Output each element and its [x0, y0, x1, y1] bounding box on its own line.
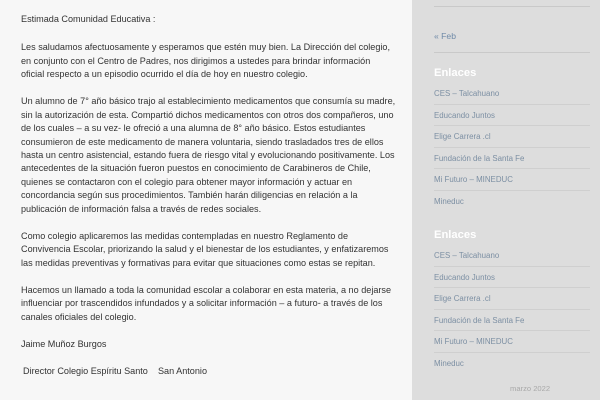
link-elige-carrera[interactable]: Elige Carrera .cl — [434, 294, 491, 303]
link-fundacion-santa-fe[interactable]: Fundación de la Santa Fe — [434, 153, 525, 163]
link-list — [434, 245, 590, 374]
link-educando-juntos[interactable]: Educando Juntos — [434, 110, 495, 120]
link-ces-talcahuano[interactable]: CES – Talcahuano — [434, 251, 500, 260]
links-widget-2 — [434, 228, 590, 374]
letter-paragraph-2: Un alumno de 7° año básico trajo al establecimiento medicamentos que consumía su madre, sin la autorización de esta. Compartió dichos medicamentos con otros dos compañeros, uno de los cuales – a su vez- le ofreció a una alumna de 8° año básico. Estos estudiantes consumieron de este medicamento de manera voluntaria, siendo trasladados tres de ellos hasta un centro asistencial, estando fuera de riesgo vital y evolucionando positivamente. Los antecedentes de la situación fueron puestos en conocimiento de Carabineros de Chile, quienes se contactaron con el colegio para obtener mayor información y actuar en concordancia según sus procedimientos. También harán diligencias en relación a la publicación de información falsa a través de redes sociales. — [21, 96, 396, 214]
sidebar-divider — [434, 52, 590, 53]
link-mi-futuro[interactable]: Mi Futuro – MINEDUC — [434, 175, 513, 184]
link-item — [434, 245, 590, 267]
link-item — [434, 169, 590, 191]
link-item — [434, 310, 590, 332]
letter-paragraph-4: Hacemos un llamado a toda la comunidad escolar a colaborar en esta materia, a no dejarse influenciar por trascendidos infundados y a solicitar información – a futuro- a través de los canales oficiales del colegio. — [21, 284, 392, 322]
signature-title: Director Colegio Espíritu Santo San Antonio — [23, 366, 207, 377]
link-item — [434, 267, 590, 289]
letter-paragraph-3: Como colegio aplicaremos las medidas contempladas en nuestro Reglamento de Convivencia Escolar, priorizando la salud y el bienestar de los estudiantes, y enfatizaremos las medidas preventivas y formativas para evitar que situaciones como estas se repitan. — [21, 230, 389, 268]
sidebar-divider — [434, 6, 590, 7]
link-mi-futuro[interactable]: Mi Futuro – MINEDUC — [434, 337, 513, 346]
letter-greeting: Estimada Comunidad Educativa : — [21, 14, 156, 24]
link-educando-juntos[interactable]: Educando Juntos — [434, 272, 495, 282]
link-item — [434, 105, 590, 127]
sidebar — [412, 0, 600, 400]
signature-name: Jaime Muñoz Burgos — [21, 338, 107, 349]
widget-title: Enlaces — [434, 229, 477, 241]
links-widget-1 — [434, 66, 590, 212]
link-mineduc[interactable]: Mineduc — [434, 196, 464, 206]
link-fundacion-santa-fe[interactable]: Fundación de la Santa Fe — [434, 315, 525, 325]
calendar-month-label: marzo 2022 — [510, 384, 551, 393]
link-item — [434, 191, 590, 213]
prev-month-link[interactable]: « Feb — [434, 31, 456, 41]
link-item — [434, 83, 590, 105]
link-elige-carrera[interactable]: Elige Carrera .cl — [434, 132, 491, 141]
link-ces-talcahuano[interactable]: CES – Talcahuano — [434, 89, 500, 98]
link-item — [434, 148, 590, 170]
link-item — [434, 288, 590, 310]
link-mineduc[interactable]: Mineduc — [434, 358, 464, 368]
link-item — [434, 331, 590, 353]
link-list — [434, 83, 590, 212]
widget-title: Enlaces — [434, 67, 477, 79]
letter-paragraph-1: Les saludamos afectuosamente y esperamos que estén muy bien. La Dirección del colegio, en conjunto con el Centro de Padres, nos dirigimos a ustedes para brindar información oficial respecto a un episodio ocurrido el día de hoy en nuestro colegio. — [21, 42, 391, 80]
link-item — [434, 353, 590, 375]
link-item — [434, 126, 590, 148]
